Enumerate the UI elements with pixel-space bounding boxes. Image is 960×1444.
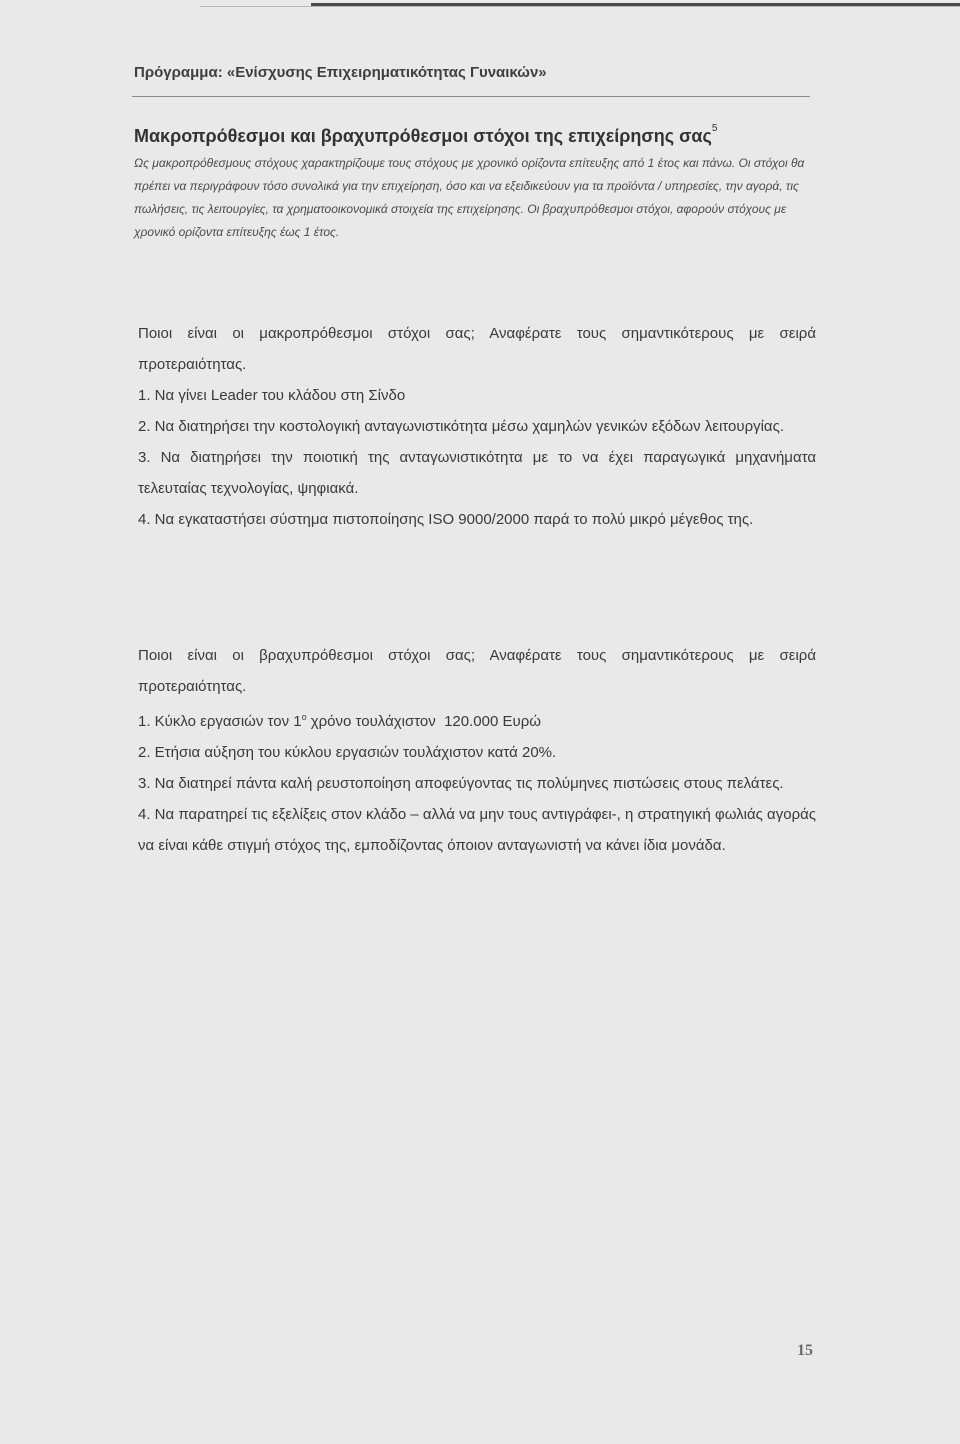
top-border-hairline bbox=[200, 6, 960, 7]
section-intro: Ως μακροπρόθεσμους στόχους χαρακτηρίζουμε τους στόχους με χρονικό ορίζοντα επίτευξης από 1 έτος και πάνω. Οι στόχοι θα πρέπει να περιγράφουν τόσο συνολικά για την επιχείρηση, όσο και να εξειδικεύουν για τα προϊόντα / υπηρεσίες, την αγορά, τις πωλήσεις, τις λειτουργίες, τα χρηματοοικονομικά στοιχεία της επιχείρησης. Οι βραχυπρόθεσμοι στόχοι, αφορούν στόχους με χρονικό ορίζοντα επίτευξης έως 1 έτος. bbox=[134, 156, 805, 239]
short-term-goals bbox=[138, 640, 816, 861]
short-term-question: Ποιοι είναι οι βραχυπρόθεσμοι στόχοι σας; Αναφέρατε τους σημαντικότερους με σειρά προτεραιότητας. bbox=[138, 647, 816, 695]
long-term-goal-4: 4. Να εγκαταστήσει σύστημα πιστοποίησης ISO 9000/2000 παρά το πολύ μικρό μέγεθος της. bbox=[138, 511, 754, 528]
short-term-goal-1-prefix: 1. Κύκλο εργασιών τον 1 bbox=[138, 713, 302, 730]
short-term-goal-2: 2. Ετήσια αύξηση του κύκλου εργασιών τουλάχιστον κατά 20%. bbox=[138, 744, 557, 761]
footnote-reference: 5 bbox=[711, 123, 718, 134]
ordinal-superscript: ο bbox=[301, 712, 307, 722]
short-term-goal-3: 3. Να διατηρεί πάντα καλή ρευστοποίηση αποφεύγοντας τις πολύμηνες πιστώσεις στους πελάτες. bbox=[138, 775, 784, 792]
short-term-goal-1-suffix: χρόνο τουλάχιστον 120.000 Ευρώ bbox=[306, 713, 541, 730]
long-term-goal-1: 1. Να γίνει Leader του κλάδου στη Σίνδο bbox=[138, 387, 406, 404]
long-term-goals bbox=[138, 318, 816, 535]
long-term-question: Ποιοι είναι οι μακροπρόθεσμοι στόχοι σας; Αναφέρατε τους σημαντικότερους με σειρά προτεραιότητας. bbox=[138, 325, 816, 373]
short-term-goal-4: 4. Να παρατηρεί τις εξελίξεις στον κλάδο – αλλά να μην τους αντιγράφει-, η στρατηγική φωλιάς αγοράς να είναι κάθε στιγμή στόχος της, εμποδίζοντας όποιον ανταγωνιστή να κάνει ίδια μονάδα. bbox=[138, 806, 817, 854]
section-heading-text: Μακροπρόθεσμοι και βραχυπρόθεσμοι στόχοι της επιχείρησης σας bbox=[134, 126, 712, 146]
section-heading bbox=[134, 123, 718, 147]
long-term-goal-3: 3. Να διατηρήσει την ποιοτική της ανταγωνιστικότητα με το να έχει παραγωγικά μηχανήματα τελευταίας τεχνολογίας, ψηφιακά. bbox=[138, 449, 816, 497]
page-number: 15 bbox=[797, 1342, 813, 1359]
long-term-goal-2: 2. Να διατηρήσει την κοστολογική ανταγωνιστικότητα μέσω χαμηλών γενικών εξόδων λειτουργίας. bbox=[138, 418, 784, 435]
header-divider bbox=[132, 96, 810, 97]
short-term-goal-1 bbox=[138, 702, 816, 737]
program-title: Πρόγραμμα: «Ενίσχυσης Επιχειρηματικότητας Γυναικών» bbox=[134, 64, 547, 81]
